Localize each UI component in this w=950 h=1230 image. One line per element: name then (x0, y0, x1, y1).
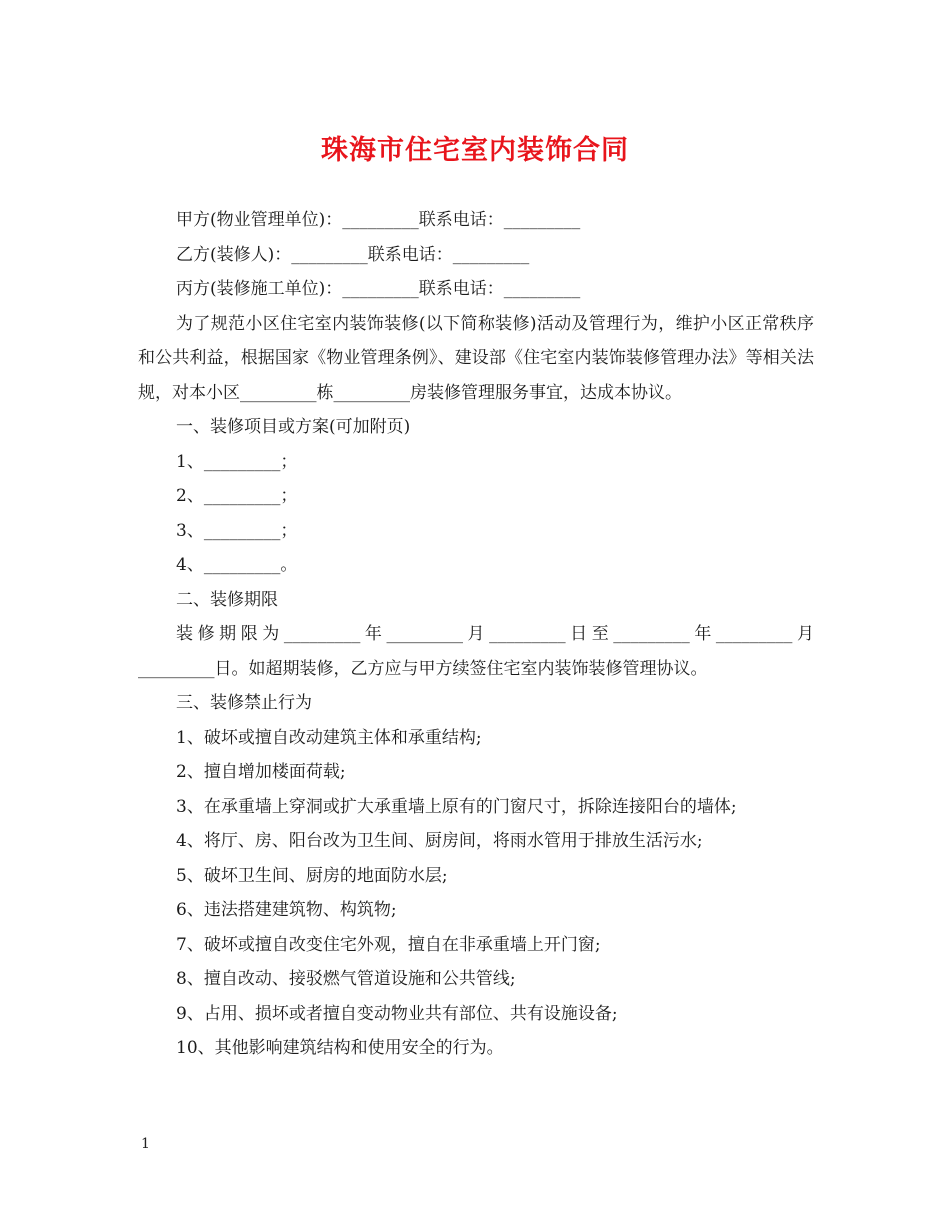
section-3-item: 5、破坏卫生间、厨房的地面防水层; (176, 865, 448, 886)
page-number: 1 (141, 1136, 150, 1152)
section-3-item: 1、破坏或擅自改动建筑主体和承重结构; (176, 727, 482, 748)
document-body (138, 203, 814, 1066)
section-2-paragraph: 装修期限为_________年_________月_________日至_________年_________月_________日。如超期装修，乙方应与甲方续签住宅室内装饰装修管理协议。 (138, 624, 814, 679)
section-3-item: 3、在承重墙上穿洞或扩大承重墙上原有的门窗尺寸，拆除连接阳台的墙体; (176, 796, 737, 817)
section-3-item: 9、占用、损坏或者擅自变动物业共有部位、共有设施设备; (176, 1003, 618, 1024)
party-c-line: 丙方(装修施工单位)：_________联系电话：_________ (176, 279, 581, 299)
section-3-item: 4、将厅、房、阳台改为卫生间、厨房间，将雨水管用于排放生活污水; (176, 831, 703, 851)
section-1-item: 2、_________； (176, 486, 298, 506)
section-3-heading: 三、装修禁止行为 (176, 693, 312, 713)
section-1-item: 4、_________。 (176, 555, 298, 575)
section-3-item: 2、擅自增加楼面荷载; (176, 762, 346, 782)
section-3-item: 6、违法搭建建筑物、构筑物; (176, 900, 397, 920)
section-2-heading: 二、装修期限 (176, 589, 278, 610)
section-3-item: 8、擅自改动、接驳燃气管道设施和公共管线; (176, 969, 516, 989)
section-1-item: 1、_________； (176, 451, 298, 472)
section-3-item: 10、其他影响建筑结构和使用安全的行为。 (176, 1038, 504, 1058)
section-1-item: 3、_________； (176, 520, 298, 541)
document-title: 珠海市住宅室内装饰合同 (321, 135, 629, 166)
party-b-line: 乙方(装修人)：_________联系电话：_________ (176, 244, 530, 265)
preamble-paragraph: 为了规范小区住宅室内装饰装修(以下简称装修)活动及管理行为，维护小区正常秩序和公共利益，根据国家《物业管理条例》、建设部《住宅室内装饰装修管理办法》等相关法规，对本小区_________栋_________房装修管理服务事宜，达成本协议。 (138, 313, 814, 403)
section-3-item: 7、破坏或擅自改变住宅外观，擅自在非承重墙上开门窗; (176, 934, 601, 955)
party-a-line: 甲方(物业管理单位)：_________联系电话：_________ (176, 210, 581, 230)
section-1-heading: 一、装修项目或方案(可加附页) (176, 417, 411, 437)
